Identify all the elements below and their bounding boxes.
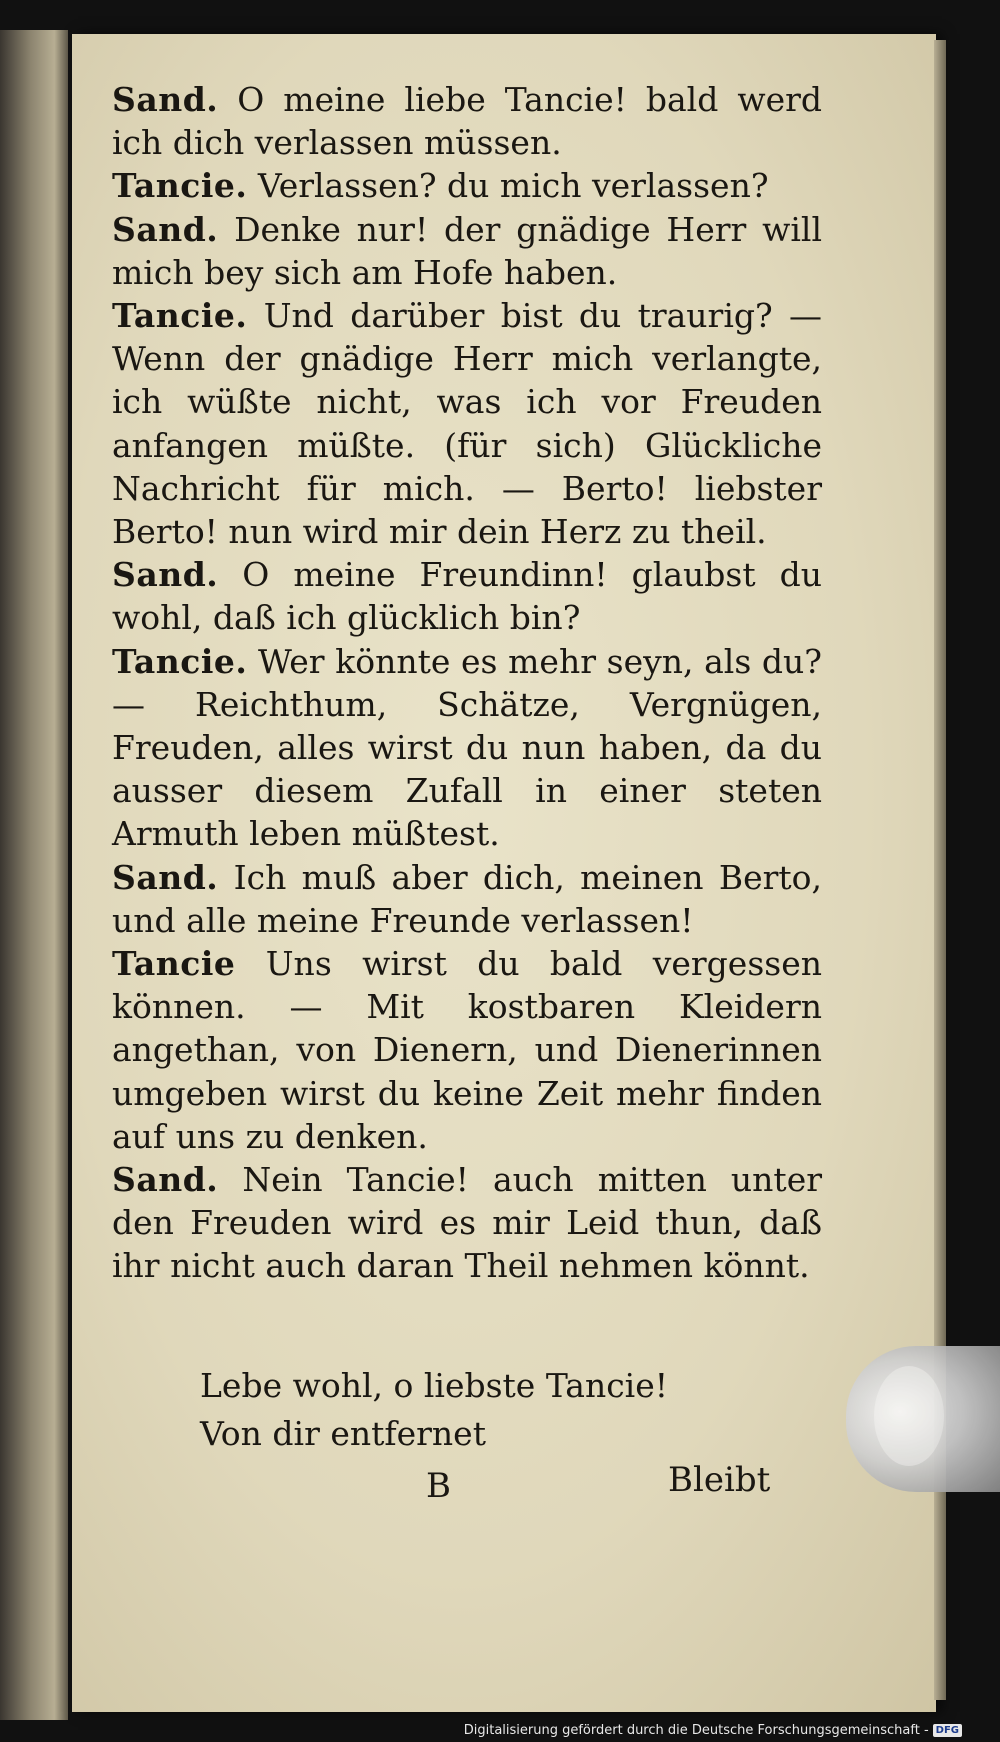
speaker-label: Sand. — [112, 857, 219, 897]
speech-2 — [112, 164, 822, 207]
speech-text: Uns wirst du bald vergessen können. — Mit kostbaren Kleidern angethan, von Dienern, und Dienerinnen umgeben wirst du keine Zeit mehr finden auf uns zu denken. — [112, 944, 822, 1156]
verse-line: Von dir entfernet — [200, 1414, 486, 1453]
speech-text: O meine Freundinn! glaubst du wohl, daß ich glücklich bin? — [112, 555, 822, 638]
speaker-label: Tancie. — [112, 166, 248, 206]
dialogue-text — [112, 78, 822, 1288]
verse-line: Lebe wohl, o liebste Tancie! — [200, 1366, 669, 1405]
speech-9 — [112, 1158, 822, 1288]
speaker-label: Tancie. — [112, 296, 248, 336]
speaker-label: Sand. — [112, 1160, 219, 1200]
speech-1 — [112, 78, 822, 164]
footer-text: Digitalisierung gefördert durch die Deutsche Forschungsgemeinschaft - — [463, 1723, 929, 1738]
speech-7 — [112, 856, 822, 942]
speaker-label: Sand. — [112, 80, 219, 119]
speech-text: Nein Tancie! auch mitten unter den Freuden wird es mir Leid thun, daß ihr nicht auch daran Theil nehmen könnt. — [112, 1160, 822, 1286]
digitization-footer — [464, 1723, 962, 1738]
speech-3 — [112, 208, 822, 294]
previous-page-edge — [0, 30, 68, 1720]
song-verse — [200, 1362, 720, 1458]
page-clip — [846, 1346, 1000, 1492]
speech-text: Denke nur! der gnädige Herr will mich bey sich am Hofe haben. — [112, 209, 822, 292]
speech-text: Und darüber bist du traurig? — Wenn der gnädige Herr mich verlangte, ich wüßte nicht, was ich vor Freuden anfangen müßte. (für sich) Glückliche Nachricht für mich. — Berto! liebster Berto! nun wird mir dein Herz zu theil. — [112, 296, 822, 552]
speech-text: Ich muß aber dich, meinen Berto, und alle meine Freunde verlassen! — [112, 857, 822, 940]
speech-4 — [112, 294, 822, 553]
speech-5 — [112, 553, 822, 639]
speaker-label: Tancie. — [112, 641, 248, 681]
speech-text: Verlassen? du mich verlassen? — [257, 166, 769, 206]
speaker-label: Sand. — [112, 555, 219, 595]
speaker-label: Sand. — [112, 209, 219, 249]
speaker-label: Tancie — [112, 944, 236, 984]
signature-mark: B — [426, 1466, 451, 1506]
catchword: Bleibt — [668, 1460, 771, 1500]
speech-text: O meine liebe Tancie! bald werd ich dich verlassen müssen. — [112, 80, 822, 163]
speech-8 — [112, 942, 822, 1158]
dfg-logo-icon: DFG — [933, 1724, 962, 1737]
speech-6 — [112, 640, 822, 856]
speech-text: Wer könnte es mehr seyn, als du? — Reichthum, Schätze, Vergnügen, Freuden, alles wirst du nun haben, da du ausser diesem Zufall in einer steten Armuth leben müßtest. — [112, 641, 823, 854]
